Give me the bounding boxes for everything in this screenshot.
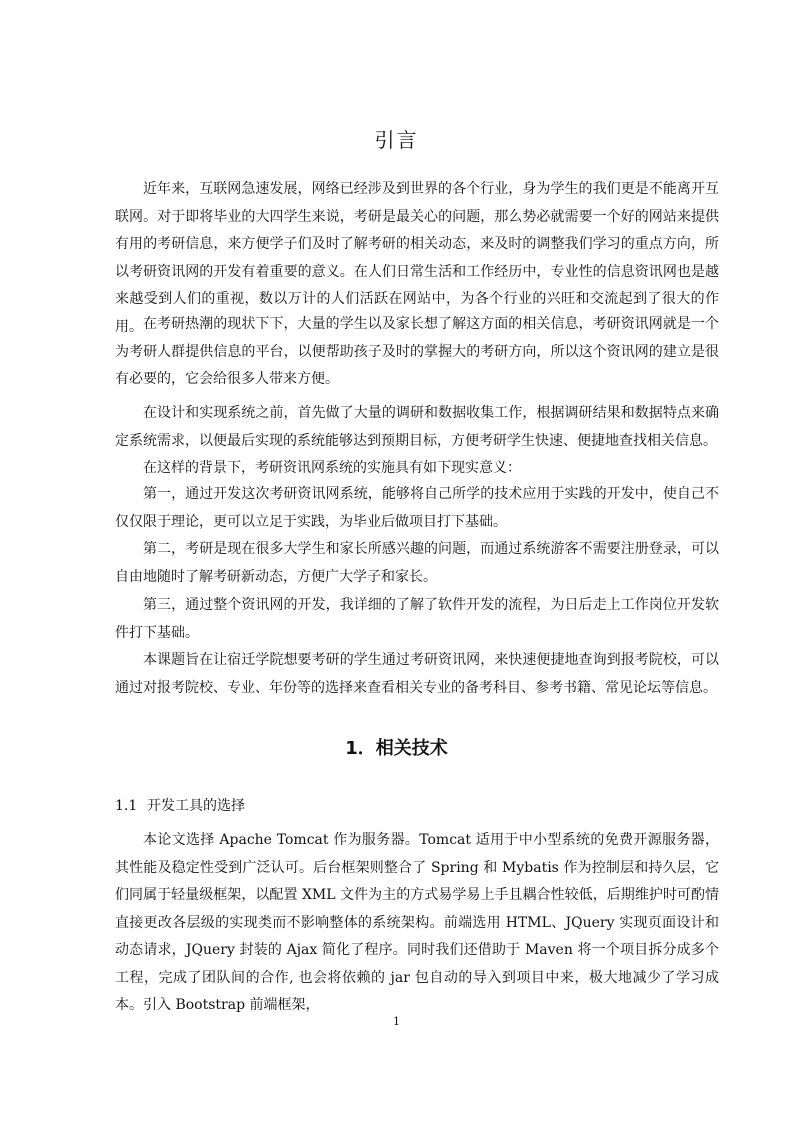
intro-paragraph-7: 第三，通过整个资讯网的开发，我详细的了解了软件开发的流程，为日后走上工作岗位开发软件打下基础。 bbox=[115, 597, 719, 641]
intro-paragraph-6: 第二，考研是现在很多大学生和家长所感兴趣的问题，而通过系统游客不需要注册登录，可以自由地随时了解考研新动态，方便广大学子和家长。 bbox=[115, 541, 719, 585]
subsection-title: 开发工具的选择 bbox=[147, 798, 245, 814]
section-paragraph: 本论文选择 Apache Tomcat 作为服务器。Tomcat 适用于中小型系统的免费开源服务器，其性能及稳定性受到广泛认可。后台框架则整合了 Spring 和 Mybatis 作为控制层和持久层，它们同属于轻量级框架，以配置 XML 文件为主的方式易学易上手且耦合性较低，后期维护时可酌情直接更改各层级的实现类而不影响整体的系统架构。前端选用 HTML、JQuery 实现页面设计和动态请求，JQuery 封装的 Ajax 简化了程序。同时我们还借助于 Maven 将一个项目拆分成多个工程，完成了团队间的合作, 也会将依赖的 jar 包自动的导入到项目中来，极大地减少了学习成本。引入 Bootstrap 前端框架， bbox=[115, 832, 720, 1013]
intro-paragraph-1: 近年来，互联网急速发展，网络已经涉及到世界的各个行业，身为学生的我们更是不能离开互联网。对于即将毕业的大四学生来说，考研是最关心的问题，那么势必就需要一个好的网站来提供有用的考研信息，来方便学子们及时了解考研的相关动态，来及时的调整我们学习的重点方向，所以考研资讯网的开发有着重要的意义。在人们日常生活和工作经历中，专业性的信息资讯网也是越来越受到人们的重视，数以万计的人们活跃在网站中，为各个行业的兴旺和交流起到了很大的作用。 bbox=[115, 181, 719, 335]
subsection-heading bbox=[115, 795, 245, 815]
intro-paragraph-3: 在设计和实现系统之前，首先做了大量的调研和数据收集工作，根据调研结果和数据特点来确定系统需求，以便最后实现的系统能够达到预期目标，方便考研学生快速、便捷地查找相关信息。 bbox=[115, 405, 719, 449]
intro-paragraph-5: 第一，通过开发这次考研资讯网系统，能够将自己所学的技术应用于实践的开发中，使自己不仅仅限于理论，更可以立足于实践，为毕业后做项目打下基础。 bbox=[115, 486, 719, 530]
page-title: 引言 bbox=[374, 128, 419, 152]
intro-paragraph-2: 在考研热潮的现状下下，大量的学生以及家长想了解这方面的相关信息，考研资讯网就是一个为考研人群提供信息的平台，以便帮助孩子及时的掌握大的考研方向，所以这个资讯网的建立是很有必要的，它会给很多人带来方便。 bbox=[115, 316, 719, 387]
subsection-number: 1.1 bbox=[115, 798, 138, 814]
section-heading: 1．相关技术 bbox=[345, 738, 448, 759]
page-number: 1 bbox=[393, 1015, 400, 1028]
intro-paragraph-8: 本课题旨在让宿迁学院想要考研的学生通过考研资讯网，来快速便捷地查询到报考院校，可以通过对报考院校、专业、年份等的选择来查看相关专业的备考科目、参考书籍、常见论坛等信息。 bbox=[115, 652, 719, 696]
intro-paragraph-4: 在这样的背景下，考研资讯网系统的实施具有如下现实意义： bbox=[143, 460, 521, 476]
